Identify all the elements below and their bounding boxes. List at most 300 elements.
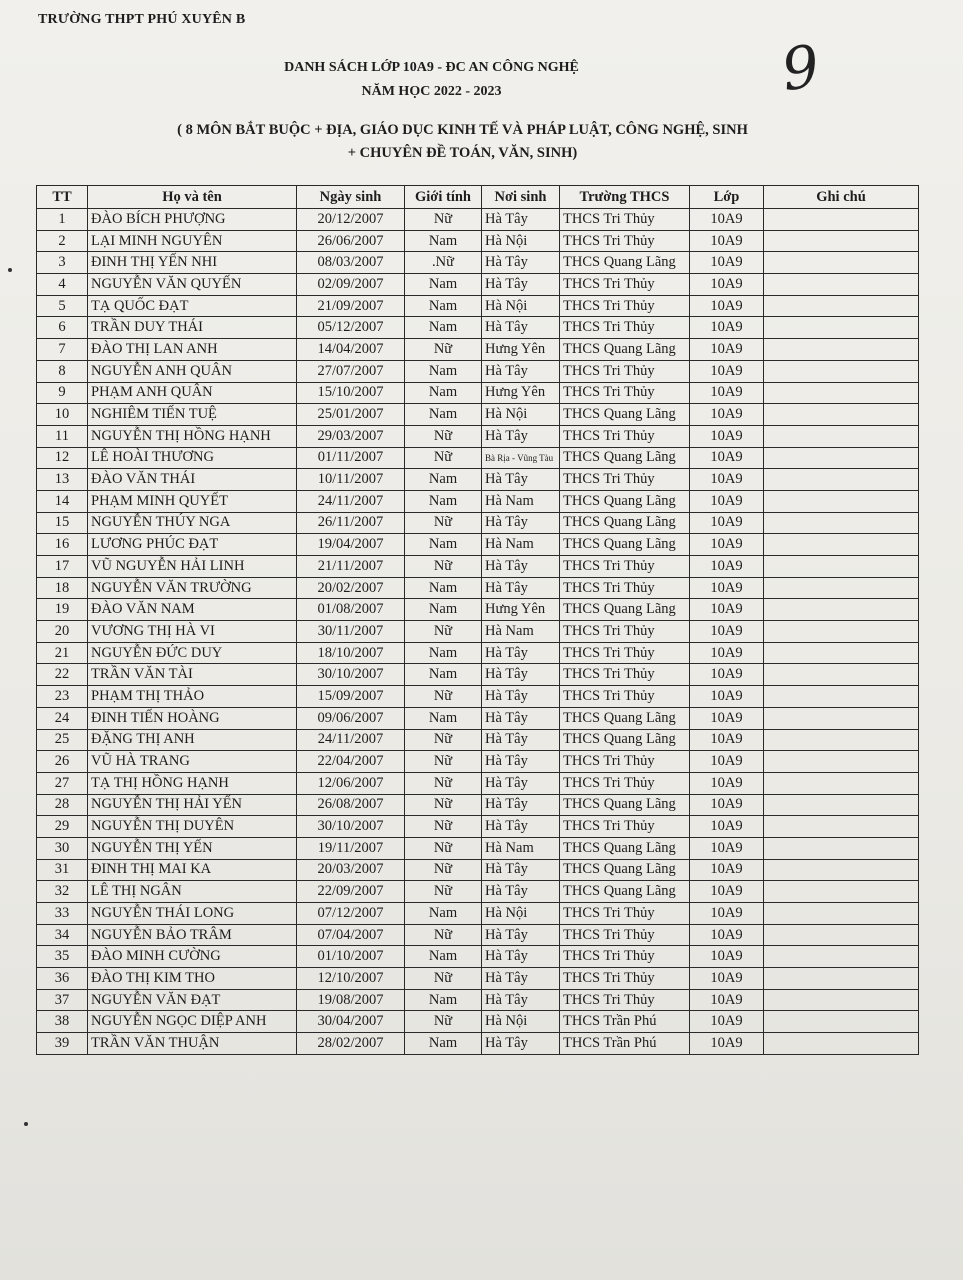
table-row (37, 512, 919, 534)
cell-note (764, 317, 919, 339)
cell-name: LẠI MINH NGUYÊN (88, 230, 297, 252)
table-row (37, 903, 919, 925)
cell-tt: 7 (37, 339, 88, 361)
table-row (37, 989, 919, 1011)
cell-note (764, 729, 919, 751)
cell-school: THCS Tri Thủy (560, 664, 690, 686)
cell-dob: 12/10/2007 (297, 968, 405, 990)
cell-gender: Nữ (405, 447, 482, 469)
cell-gender: Nam (405, 599, 482, 621)
cell-note (764, 295, 919, 317)
cell-name: LƯƠNG PHÚC ĐẠT (88, 534, 297, 556)
cell-note (764, 903, 919, 925)
cell-gender: Nữ (405, 512, 482, 534)
cell-tt: 37 (37, 989, 88, 1011)
cell-school: THCS Tri Thủy (560, 751, 690, 773)
cell-note (764, 534, 919, 556)
cell-name: NGUYỄN VĂN TRƯỜNG (88, 577, 297, 599)
cell-name: ĐÀO VĂN NAM (88, 599, 297, 621)
cell-note (764, 794, 919, 816)
cell-name: VƯƠNG THỊ HÀ VI (88, 621, 297, 643)
cell-dob: 08/03/2007 (297, 252, 405, 274)
cell-school: THCS Quang Lãng (560, 339, 690, 361)
cell-class: 10A9 (690, 339, 764, 361)
cell-birthplace: Bà Rịa - Vũng Tàu (482, 447, 560, 469)
cell-birthplace: Hưng Yên (482, 339, 560, 361)
cell-school: THCS Quang Lãng (560, 859, 690, 881)
table-row (37, 1011, 919, 1033)
cell-name: ĐÀO THỊ LAN ANH (88, 339, 297, 361)
cell-name: PHẠM ANH QUÂN (88, 382, 297, 404)
cell-school: THCS Tri Thủy (560, 621, 690, 643)
cell-tt: 29 (37, 816, 88, 838)
cell-dob: 12/06/2007 (297, 772, 405, 794)
cell-tt: 31 (37, 859, 88, 881)
table-header-row (37, 186, 919, 209)
cell-birthplace: Hà Tây (482, 686, 560, 708)
cell-dob: 21/11/2007 (297, 556, 405, 578)
cell-name: PHẠM THỊ THẢO (88, 686, 297, 708)
cell-dob: 01/08/2007 (297, 599, 405, 621)
cell-dob: 05/12/2007 (297, 317, 405, 339)
cell-dob: 14/04/2007 (297, 339, 405, 361)
cell-birthplace: Hà Nam (482, 534, 560, 556)
cell-gender: Nữ (405, 794, 482, 816)
cell-note (764, 924, 919, 946)
table-row (37, 859, 919, 881)
cell-dob: 01/10/2007 (297, 946, 405, 968)
cell-note (764, 490, 919, 512)
scan-speck (24, 1122, 28, 1126)
cell-name: TẠ QUỐC ĐẠT (88, 295, 297, 317)
cell-school: THCS Tri Thủy (560, 577, 690, 599)
cell-tt: 23 (37, 686, 88, 708)
cell-class: 10A9 (690, 512, 764, 534)
cell-class: 10A9 (690, 968, 764, 990)
cell-tt: 5 (37, 295, 88, 317)
cell-note (764, 881, 919, 903)
cell-school: THCS Quang Lãng (560, 512, 690, 534)
cell-gender: Nam (405, 989, 482, 1011)
cell-school: THCS Tri Thủy (560, 989, 690, 1011)
handwritten-page-mark: 9 (777, 31, 824, 105)
cell-dob: 25/01/2007 (297, 404, 405, 426)
cell-gender: Nữ (405, 686, 482, 708)
cell-gender: Nữ (405, 621, 482, 643)
cell-name: ĐÀO VĂN THÁI (88, 469, 297, 491)
cell-name: NGUYỄN NGỌC DIỆP ANH (88, 1011, 297, 1033)
cell-gender: Nữ (405, 209, 482, 231)
cell-gender: Nữ (405, 751, 482, 773)
cell-tt: 16 (37, 534, 88, 556)
cell-note (764, 469, 919, 491)
cell-note (764, 599, 919, 621)
column-header-note: Ghi chú (764, 186, 919, 209)
table-row (37, 946, 919, 968)
cell-class: 10A9 (690, 1033, 764, 1055)
cell-dob: 01/11/2007 (297, 447, 405, 469)
table-row (37, 968, 919, 990)
cell-class: 10A9 (690, 859, 764, 881)
table-row (37, 642, 919, 664)
cell-name: NGUYỄN THỊ DUYÊN (88, 816, 297, 838)
cell-birthplace: Hà Tây (482, 989, 560, 1011)
table-row (37, 534, 919, 556)
cell-tt: 11 (37, 425, 88, 447)
cell-school: THCS Quang Lãng (560, 881, 690, 903)
cell-gender: Nam (405, 534, 482, 556)
cell-birthplace: Hà Tây (482, 469, 560, 491)
school-year: NĂM HỌC 2022 - 2023 (361, 84, 502, 99)
cell-class: 10A9 (690, 1011, 764, 1033)
cell-gender: Nữ (405, 859, 482, 881)
column-header-birthplace: Nơi sinh (482, 186, 560, 209)
cell-tt: 22 (37, 664, 88, 686)
cell-birthplace: Hà Tây (482, 252, 560, 274)
cell-name: VŨ HÀ TRANG (88, 751, 297, 773)
cell-tt: 13 (37, 469, 88, 491)
cell-class: 10A9 (690, 772, 764, 794)
cell-birthplace: Hà Nam (482, 837, 560, 859)
cell-note (764, 1011, 919, 1033)
cell-class: 10A9 (690, 924, 764, 946)
cell-gender: Nam (405, 230, 482, 252)
cell-school: THCS Tri Thủy (560, 968, 690, 990)
cell-birthplace: Hà Nam (482, 621, 560, 643)
cell-gender: Nữ (405, 816, 482, 838)
cell-tt: 25 (37, 729, 88, 751)
cell-school: THCS Quang Lãng (560, 252, 690, 274)
cell-school: THCS Quang Lãng (560, 447, 690, 469)
cell-note (764, 707, 919, 729)
cell-gender: Nam (405, 469, 482, 491)
table-row (37, 772, 919, 794)
cell-birthplace: Hà Tây (482, 556, 560, 578)
table-row (37, 382, 919, 404)
cell-birthplace: Hà Tây (482, 512, 560, 534)
cell-school: THCS Tri Thủy (560, 903, 690, 925)
cell-dob: 09/06/2007 (297, 707, 405, 729)
cell-tt: 8 (37, 360, 88, 382)
cell-tt: 21 (37, 642, 88, 664)
cell-class: 10A9 (690, 556, 764, 578)
column-header-tt: TT (37, 186, 88, 209)
cell-dob: 24/11/2007 (297, 729, 405, 751)
cell-gender: Nam (405, 404, 482, 426)
cell-birthplace: Hà Nội (482, 295, 560, 317)
cell-note (764, 664, 919, 686)
cell-tt: 9 (37, 382, 88, 404)
cell-birthplace: Hà Tây (482, 577, 560, 599)
cell-gender: Nữ (405, 924, 482, 946)
table-row (37, 469, 919, 491)
table-row (37, 599, 919, 621)
cell-note (764, 252, 919, 274)
cell-class: 10A9 (690, 642, 764, 664)
cell-note (764, 816, 919, 838)
cell-dob: 19/04/2007 (297, 534, 405, 556)
cell-gender: Nam (405, 707, 482, 729)
cell-birthplace: Hà Tây (482, 209, 560, 231)
cell-birthplace: Hà Tây (482, 360, 560, 382)
cell-tt: 3 (37, 252, 88, 274)
cell-class: 10A9 (690, 664, 764, 686)
cell-gender: Nữ (405, 556, 482, 578)
cell-birthplace: Hà Tây (482, 1033, 560, 1055)
cell-school: THCS Tri Thủy (560, 274, 690, 296)
cell-school: THCS Trần Phú (560, 1033, 690, 1055)
cell-class: 10A9 (690, 534, 764, 556)
document-title: DANH SÁCH LỚP 10A9 - ĐC AN CÔNG NGHỆ (284, 60, 579, 75)
cell-tt: 36 (37, 968, 88, 990)
cell-class: 10A9 (690, 751, 764, 773)
column-header-dob: Ngày sinh (297, 186, 405, 209)
cell-birthplace: Hà Tây (482, 729, 560, 751)
cell-name: LÊ HOÀI THƯƠNG (88, 447, 297, 469)
cell-class: 10A9 (690, 837, 764, 859)
table-row (37, 621, 919, 643)
cell-gender: Nam (405, 360, 482, 382)
cell-note (764, 404, 919, 426)
cell-gender: Nữ (405, 968, 482, 990)
cell-note (764, 859, 919, 881)
cell-dob: 30/10/2007 (297, 664, 405, 686)
table-row (37, 664, 919, 686)
cell-name: NGUYỄN ĐỨC DUY (88, 642, 297, 664)
cell-note (764, 360, 919, 382)
cell-name: NGUYỄN VĂN QUYẾN (88, 274, 297, 296)
cell-class: 10A9 (690, 903, 764, 925)
cell-gender: .Nữ (405, 252, 482, 274)
cell-name: VŨ NGUYỄN HẢI LINH (88, 556, 297, 578)
cell-birthplace: Hà Tây (482, 881, 560, 903)
cell-dob: 29/03/2007 (297, 425, 405, 447)
cell-name: NGUYỄN THỊ HẢI YẾN (88, 794, 297, 816)
cell-birthplace: Hà Nội (482, 1011, 560, 1033)
cell-tt: 19 (37, 599, 88, 621)
cell-school: THCS Quang Lãng (560, 490, 690, 512)
cell-tt: 24 (37, 707, 88, 729)
cell-school: THCS Quang Lãng (560, 599, 690, 621)
cell-school: THCS Tri Thủy (560, 209, 690, 231)
cell-name: LÊ THỊ NGÂN (88, 881, 297, 903)
table-row (37, 295, 919, 317)
cell-note (764, 209, 919, 231)
table-row (37, 686, 919, 708)
cell-birthplace: Hà Tây (482, 968, 560, 990)
cell-name: ĐÀO MINH CƯỜNG (88, 946, 297, 968)
cell-dob: 22/04/2007 (297, 751, 405, 773)
table-row (37, 707, 919, 729)
table-row (37, 816, 919, 838)
table-row (37, 794, 919, 816)
cell-class: 10A9 (690, 794, 764, 816)
table-row (37, 209, 919, 231)
cell-gender: Nam (405, 274, 482, 296)
table-row (37, 339, 919, 361)
cell-birthplace: Hà Tây (482, 317, 560, 339)
column-header-name: Họ và tên (88, 186, 297, 209)
cell-tt: 34 (37, 924, 88, 946)
cell-dob: 19/11/2007 (297, 837, 405, 859)
cell-name: ĐÀO THỊ KIM THO (88, 968, 297, 990)
cell-dob: 20/03/2007 (297, 859, 405, 881)
cell-class: 10A9 (690, 989, 764, 1011)
scan-speck (8, 268, 12, 272)
cell-note (764, 772, 919, 794)
cell-class: 10A9 (690, 816, 764, 838)
cell-birthplace: Hà Tây (482, 642, 560, 664)
cell-note (764, 621, 919, 643)
cell-school: THCS Quang Lãng (560, 837, 690, 859)
cell-school: THCS Tri Thủy (560, 946, 690, 968)
cell-dob: 02/09/2007 (297, 274, 405, 296)
cell-class: 10A9 (690, 382, 764, 404)
cell-class: 10A9 (690, 317, 764, 339)
cell-class: 10A9 (690, 946, 764, 968)
table-row (37, 230, 919, 252)
cell-gender: Nữ (405, 425, 482, 447)
cell-name: NGUYỄN BẢO TRÂM (88, 924, 297, 946)
cell-gender: Nam (405, 577, 482, 599)
cell-school: THCS Tri Thủy (560, 295, 690, 317)
school-name: TRƯỜNG THPT PHÚ XUYÊN B (38, 12, 246, 27)
cell-tt: 6 (37, 317, 88, 339)
table-body (37, 209, 919, 1055)
cell-birthplace: Hà Tây (482, 664, 560, 686)
cell-gender: Nam (405, 382, 482, 404)
cell-school: THCS Tri Thủy (560, 469, 690, 491)
cell-gender: Nam (405, 664, 482, 686)
cell-note (764, 382, 919, 404)
cell-birthplace: Hà Tây (482, 707, 560, 729)
cell-name: PHẠM MINH QUYẾT (88, 490, 297, 512)
cell-class: 10A9 (690, 729, 764, 751)
cell-note (764, 946, 919, 968)
cell-name: ĐẶNG THỊ ANH (88, 729, 297, 751)
cell-class: 10A9 (690, 425, 764, 447)
cell-gender: Nam (405, 490, 482, 512)
cell-tt: 10 (37, 404, 88, 426)
cell-class: 10A9 (690, 469, 764, 491)
cell-name: NGUYỄN ANH QUÂN (88, 360, 297, 382)
table-row (37, 1033, 919, 1055)
cell-name: TRẦN VĂN TÀI (88, 664, 297, 686)
cell-birthplace: Hà Nội (482, 230, 560, 252)
table-row (37, 881, 919, 903)
cell-name: NGUYỄN THÁI LONG (88, 903, 297, 925)
cell-dob: 15/09/2007 (297, 686, 405, 708)
cell-tt: 17 (37, 556, 88, 578)
cell-tt: 30 (37, 837, 88, 859)
cell-birthplace: Hà Tây (482, 772, 560, 794)
cell-school: THCS Tri Thủy (560, 317, 690, 339)
cell-note (764, 512, 919, 534)
cell-class: 10A9 (690, 252, 764, 274)
cell-tt: 39 (37, 1033, 88, 1055)
cell-gender: Nam (405, 946, 482, 968)
cell-tt: 26 (37, 751, 88, 773)
cell-dob: 18/10/2007 (297, 642, 405, 664)
cell-name: TẠ THỊ HỒNG HẠNH (88, 772, 297, 794)
cell-school: THCS Tri Thủy (560, 360, 690, 382)
cell-dob: 22/09/2007 (297, 881, 405, 903)
cell-school: THCS Tri Thủy (560, 816, 690, 838)
cell-gender: Nữ (405, 1011, 482, 1033)
cell-dob: 19/08/2007 (297, 989, 405, 1011)
column-header-class: Lớp (690, 186, 764, 209)
cell-name: NGUYỄN THỊ HỒNG HẠNH (88, 425, 297, 447)
cell-name: NGUYỄN VĂN ĐẠT (88, 989, 297, 1011)
cell-school: THCS Quang Lãng (560, 794, 690, 816)
table-row (37, 924, 919, 946)
cell-class: 10A9 (690, 447, 764, 469)
cell-note (764, 751, 919, 773)
cell-class: 10A9 (690, 230, 764, 252)
table-row (37, 252, 919, 274)
cell-note (764, 556, 919, 578)
cell-class: 10A9 (690, 686, 764, 708)
cell-class: 10A9 (690, 707, 764, 729)
cell-note (764, 425, 919, 447)
table-row (37, 490, 919, 512)
cell-class: 10A9 (690, 274, 764, 296)
table-row (37, 577, 919, 599)
cell-dob: 24/11/2007 (297, 490, 405, 512)
cell-dob: 20/02/2007 (297, 577, 405, 599)
cell-class: 10A9 (690, 295, 764, 317)
cell-note (764, 447, 919, 469)
cell-note (764, 274, 919, 296)
cell-gender: Nam (405, 295, 482, 317)
cell-tt: 32 (37, 881, 88, 903)
cell-school: THCS Tri Thủy (560, 924, 690, 946)
cell-birthplace: Hà Tây (482, 859, 560, 881)
cell-school: THCS Tri Thủy (560, 772, 690, 794)
cell-dob: 27/07/2007 (297, 360, 405, 382)
cell-note (764, 339, 919, 361)
cell-school: THCS Quang Lãng (560, 404, 690, 426)
cell-class: 10A9 (690, 404, 764, 426)
cell-school: THCS Tri Thủy (560, 556, 690, 578)
subject-note-line2: + CHUYÊN ĐỀ TOÁN, VĂN, SINH) (347, 145, 578, 161)
cell-note (764, 1033, 919, 1055)
cell-birthplace: Hà Tây (482, 274, 560, 296)
cell-tt: 18 (37, 577, 88, 599)
subject-note-line1: ( 8 MÔN BẮT BUỘC + ĐỊA, GIÁO DỤC KINH TẾ VÀ PHÁP LUẬT, CÔNG NGHỆ, SINH (177, 122, 748, 138)
cell-note (764, 968, 919, 990)
cell-birthplace: Hà Tây (482, 816, 560, 838)
table-row (37, 556, 919, 578)
cell-school: THCS Tri Thủy (560, 425, 690, 447)
table-row (37, 837, 919, 859)
cell-dob: 10/11/2007 (297, 469, 405, 491)
table-row (37, 447, 919, 469)
table-row (37, 404, 919, 426)
cell-birthplace: Hưng Yên (482, 382, 560, 404)
table-row (37, 751, 919, 773)
table-row (37, 360, 919, 382)
cell-birthplace: Hà Tây (482, 794, 560, 816)
cell-gender: Nam (405, 317, 482, 339)
cell-school: THCS Trần Phú (560, 1011, 690, 1033)
cell-gender: Nam (405, 642, 482, 664)
cell-dob: 30/11/2007 (297, 621, 405, 643)
cell-tt: 15 (37, 512, 88, 534)
cell-school: THCS Tri Thủy (560, 686, 690, 708)
student-roster-table (36, 185, 919, 1055)
cell-tt: 28 (37, 794, 88, 816)
